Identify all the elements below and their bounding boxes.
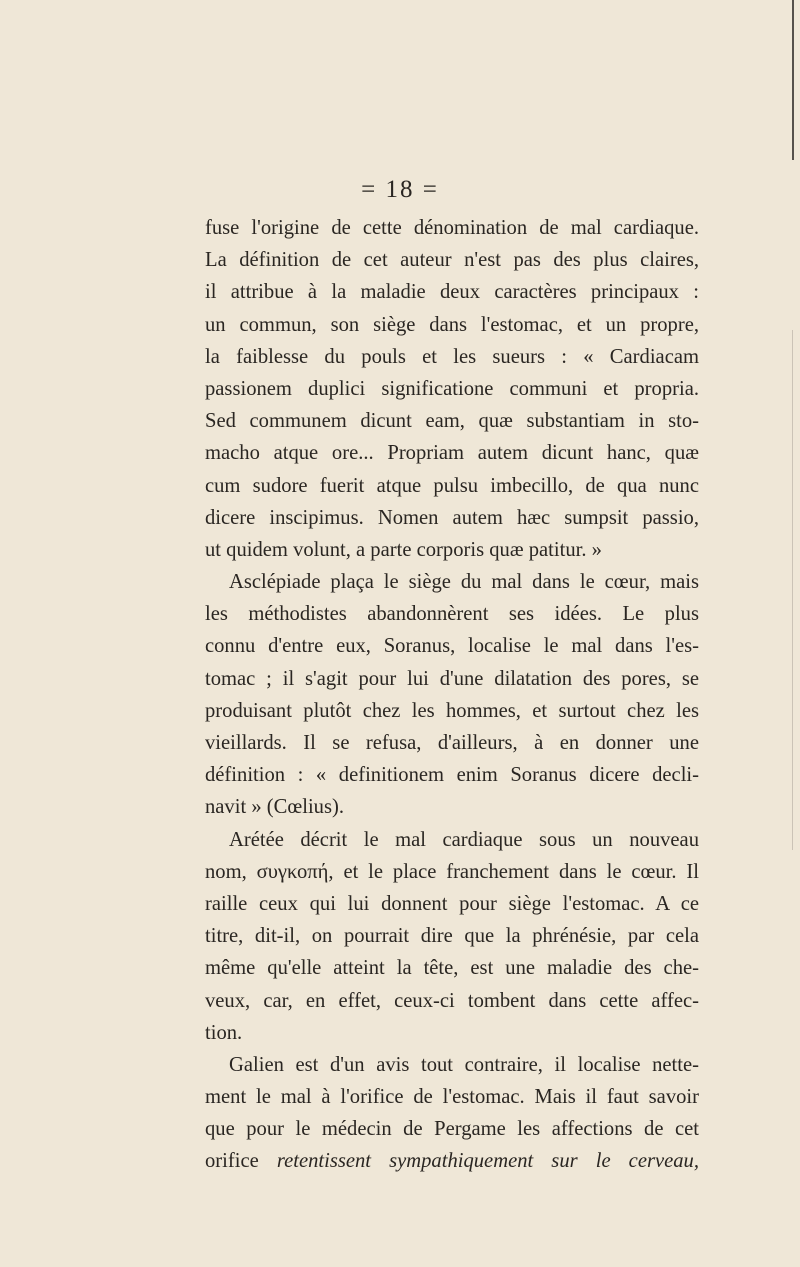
text-line: Asclépiade plaça le siège du mal dans le cœur, mais [229, 571, 699, 594]
text-line: la faiblesse du pouls et les sueurs : « Cardiacam [205, 345, 699, 368]
text-line: macho atque ore... Propriam autem dicunt hanc, quæ [205, 442, 699, 465]
text-line: tion. [205, 1021, 243, 1044]
text-line: ut quidem volunt, a parte corporis quæ patitur. » [205, 538, 602, 561]
page-number: = 18 = [361, 176, 439, 203]
page-edge-shadow [792, 330, 793, 850]
text-line: même qu'elle atteint la tête, est une maladie des che- [205, 957, 699, 980]
text-line: veux, car, en effet, ceux-ci tombent dans cette affec- [205, 989, 699, 1012]
text-line: connu d'entre eux, Soranus, localise le mal dans l'es- [205, 635, 699, 658]
text-line: que pour le médecin de Pergame les affections de cet [205, 1118, 699, 1141]
body-text [205, 212, 699, 1178]
page-edge-line [792, 0, 794, 160]
italic-text-segment: retentissent sympathiquement sur le cerveau, [276, 1150, 699, 1173]
text-segment: orifice [205, 1150, 277, 1173]
text-line: cum sudore fuerit atque pulsu imbecillo, de qua nunc [205, 474, 699, 497]
text-line: il attribue à la maladie deux caractères principaux : [205, 281, 699, 304]
text-line: raille ceux qui lui donnent pour siège l'estomac. A ce [205, 892, 699, 915]
text-line: produisant plutôt chez les hommes, et surtout chez les [205, 699, 699, 722]
text-line: navit » (Cœlius). [205, 796, 344, 819]
text-line: La définition de cet auteur n'est pas des plus claires, [205, 249, 699, 272]
text-line: tomac ; il s'agit pour lui d'une dilatation des pores, se [205, 667, 699, 690]
text-line: les méthodistes abandonnèrent ses idées. Le plus [205, 603, 699, 626]
text-line: vieillards. Il se refusa, d'ailleurs, à en donner une [205, 732, 699, 754]
text-line: dicere inscipimus. Nomen autem hæc sumpsit passio, [205, 506, 699, 529]
text-line: ment le mal à l'orifice de l'estomac. Mais il faut savoir [205, 1086, 699, 1109]
text-line: nom, συγκοπή, et le place franchement dans le cœur. Il [205, 860, 699, 883]
text-line: titre, dit-il, on pourrait dire que la phrénésie, par cela [205, 925, 699, 948]
text-line: un commun, son siège dans l'estomac, et un propre, [205, 313, 699, 336]
text-line: Arétée décrit le mal cardiaque sous un nouveau [229, 828, 699, 851]
text-line: passionem duplici significatione communi et propria. [205, 377, 699, 400]
text-line: Galien est d'un avis tout contraire, il localise nette- [229, 1053, 699, 1076]
text-line: définition : « definitionem enim Soranus dicere decli- [205, 764, 699, 787]
text-line: Sed communem dicunt eam, quæ substantiam in sto- [205, 410, 699, 433]
text-line: fuse l'origine de cette dénomination de mal cardiaque. [205, 217, 699, 239]
text-line-final [205, 1145, 699, 1177]
